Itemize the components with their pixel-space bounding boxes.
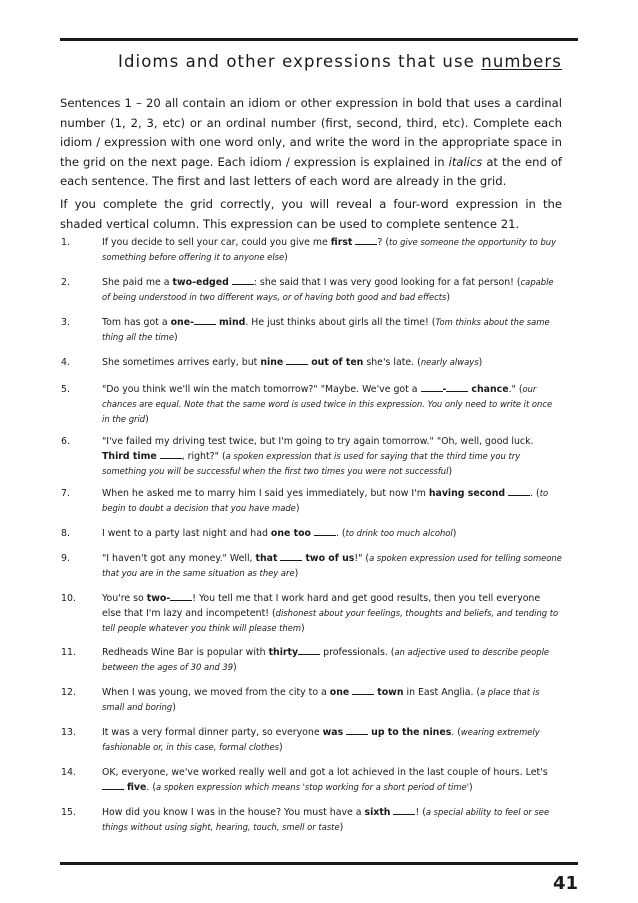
- top-rule: [60, 38, 578, 41]
- intro-paragraph-1: Sentences 1 – 20 all contain an idiom or other expression in bold that uses a cardinal number (1, 2, 3, etc) or an ordinal number (first, second, third, etc). Complete each idiom / expression with one word only, and write the word in the appropriate space in the grid on the next page. Each idiom / expression is explained in italics at the end of each sentence. The first and last letters of each word are already in the grid.: [60, 96, 562, 188]
- list-item: 10. You're so two- ! You tell me that I work hard and get good results, then you tell everyone else that I'm lazy and incompetent! (dishonest about your feelings, thoughts and beliefs, and tending to tell people whatever you think will please them): [61, 593, 559, 634]
- list-item: 13. It was a very formal dinner party, so everyone was up to the nines. (wearing extremely fashionable or, in this case, formal clothes): [61, 727, 540, 753]
- list-item: 8. I went to a party last night and had one too . (to drink too much alcohol): [61, 528, 457, 539]
- answer-blank: [352, 685, 374, 695]
- list-item: 6. "I've failed my driving test twice, but I'm going to try again tomorrow." "Oh, well, good luck. Third time , right?" (a spoken expression that is used for saying that the third time you try something you will be successful when the first two times you were not successful): [61, 436, 534, 477]
- list-item: 12. When I was young, we moved from the city to a one town in East Anglia. (a place that is small and boring): [61, 687, 540, 713]
- answer-blank: [170, 591, 192, 601]
- list-item: 11. Redheads Wine Bar is popular with thirty professionals. (an adjective used to describe people between the ages of 30 and 39): [61, 647, 550, 673]
- list-item: 9. "I haven't got any money." Well, that two of us!" (a spoken expression used for telling someone that you are in the same situation as they are): [61, 553, 562, 579]
- answer-blank: [286, 355, 308, 365]
- list-item: 5. "Do you think we'll win the match tomorrow?" "Maybe. We've got a - chance." (our chances are equal. Note that the same word is used twice in this expression. You only need to write it once in the grid): [61, 384, 553, 425]
- page-number: 41: [552, 873, 578, 894]
- list-item: 1. If you decide to sell your car, could you give me first ? (to give someone the opportunity to buy something before offering it to anyone else): [61, 237, 557, 263]
- list-item: 15. How did you know I was in the house? You must have a sixth ! (a special ability to feel or see things without using sight, hearing, touch, smell or taste): [61, 807, 550, 833]
- exercise-list: [60, 235, 562, 845]
- answer-blank: [508, 486, 530, 496]
- list-item: 14. OK, everyone, we've worked really well and got a lot achieved in the last couple of hours. Let's five. (a spoken expression which means 'stop working for a short period of time'): [61, 767, 548, 793]
- list-item: 2. She paid me a two-edged : she said that I was very good looking for a fat person! (capable of being understood in two different ways, or of having both good and bad effects): [61, 277, 554, 303]
- answer-blank: [314, 526, 336, 536]
- list-item: 4. She sometimes arrives early, but nine out of ten she's late. (nearly always): [61, 357, 483, 368]
- list-item: 3. Tom has got a one- mind. He just thinks about girls all the time! (Tom thinks about the same thing all the time): [61, 317, 550, 343]
- answer-blank: [194, 315, 216, 325]
- answer-blank: [280, 551, 302, 561]
- answer-blank: [421, 382, 443, 392]
- intro-paragraph-2: If you complete the grid correctly, you will reveal a four-word expression in the shaded vertical column. This expression can be used to complete sentence 21.: [60, 197, 562, 231]
- answer-blank: [232, 275, 254, 285]
- bottom-rule: [60, 862, 578, 865]
- answer-blank: [355, 235, 377, 245]
- title-underlined-word: numbers: [481, 52, 562, 71]
- page-title: Idioms and other expressions that use numbers: [118, 52, 562, 71]
- answer-blank: [393, 805, 415, 815]
- answer-blank: [102, 780, 124, 790]
- answer-blank: [160, 449, 182, 459]
- list-item: 7. When he asked me to marry him I said yes immediately, but now I'm having second . (to begin to doubt a decision that you have made): [61, 488, 549, 514]
- answer-blank: [346, 725, 368, 735]
- answer-blank: [446, 382, 468, 392]
- answer-blank: [298, 645, 320, 655]
